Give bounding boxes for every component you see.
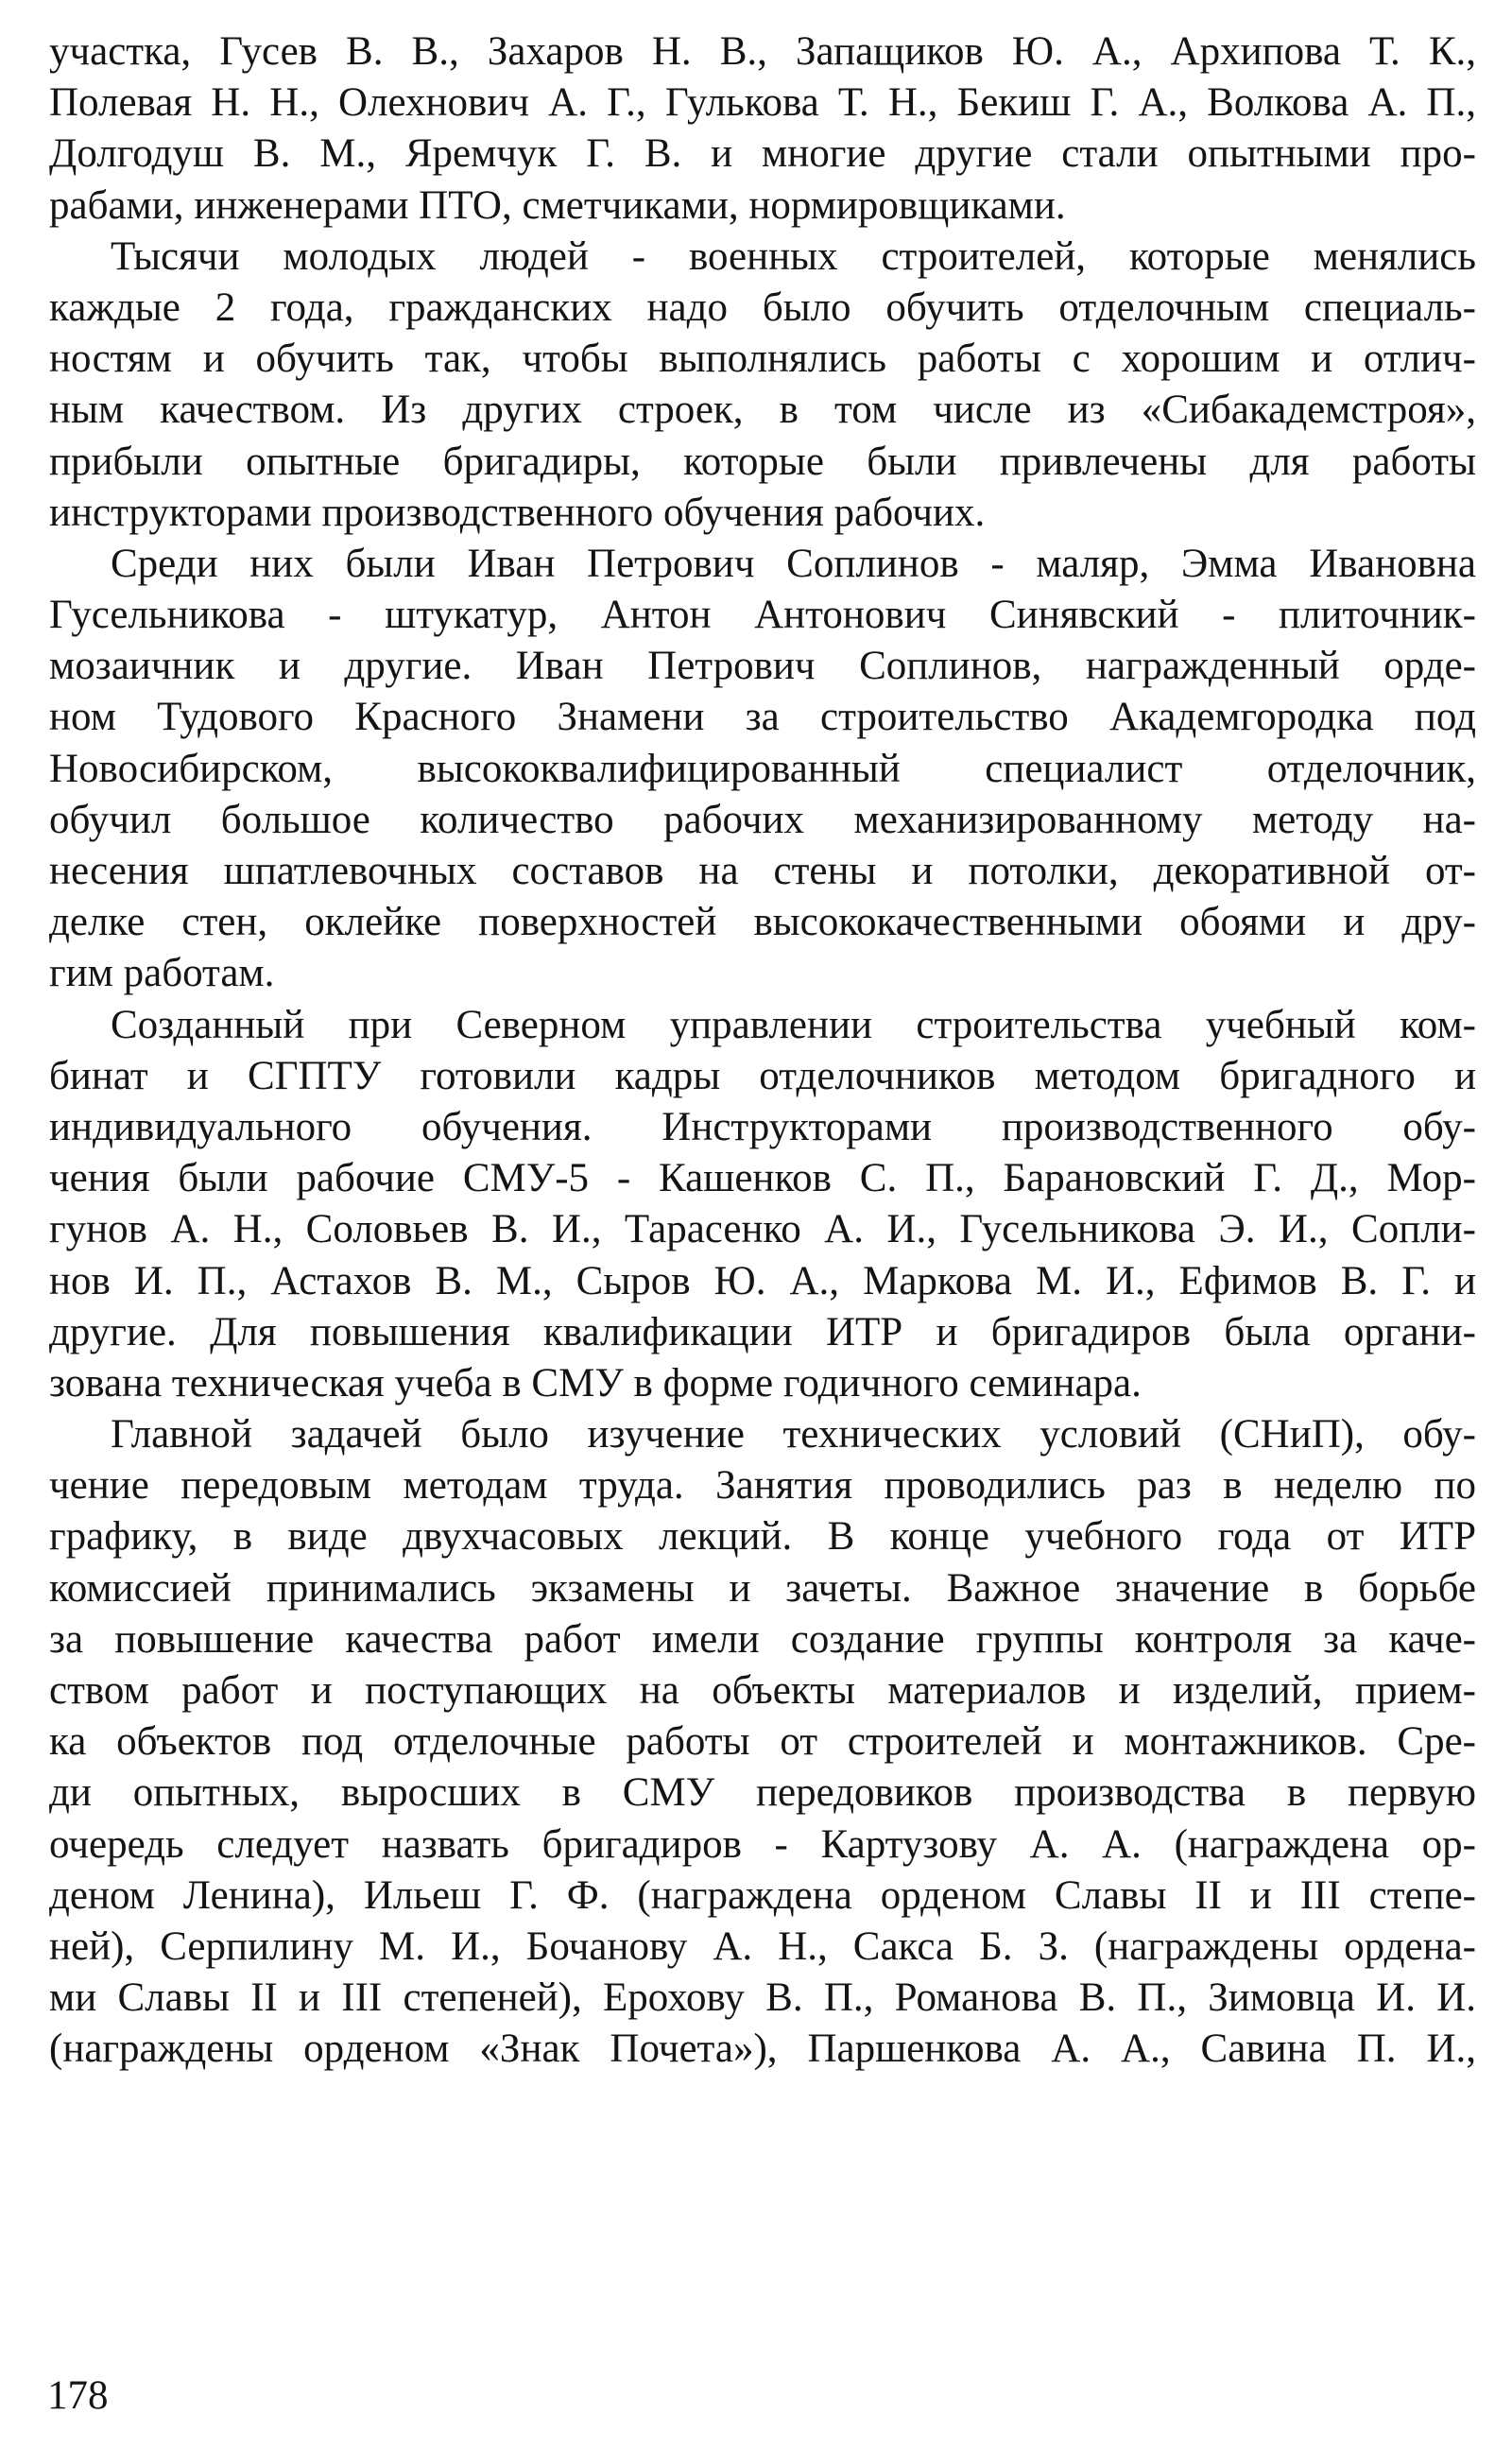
text-line: Главной задачей было изучение технических условий (СНиП), обу- — [111, 1412, 1476, 1457]
text-line: нов И. П., Астахов В. М., Сыров Ю. А., Маркова М. И., Ефимов В. Г. и — [49, 1258, 1476, 1303]
text-line: деном Ленина), Ильеш Г. Ф. (награждена орденом Славы II и III степе- — [49, 1872, 1476, 1918]
text-line: чения были рабочие СМУ-5 - Кашенков С. П., Барановский Г. Д., Мор- — [49, 1156, 1476, 1201]
text-line: обучил большое количество рабочих механизированному методу на- — [49, 797, 1476, 842]
text-line: комиссией принимались экзамены и зачеты. Важное значение в борьбе — [49, 1565, 1476, 1611]
text-line: Тысячи молодых людей - военных строителей, которые менялись — [111, 233, 1476, 279]
text-line: (награждены орденом «Знак Почета»), Паршенкова А. А., Савина П. И., — [49, 2026, 1476, 2072]
text-line: прибыли опытные бригадиры, которые были привлечены для работы — [49, 439, 1476, 484]
page-number: 178 — [47, 2373, 109, 2418]
text-line: ней), Серпилину М. И., Бочанову А. Н., Сакса Б. З. (награждены ордена- — [49, 1923, 1476, 1969]
text-line: ным качеством. Из других строек, в том числе из «Сибакадемстроя», — [49, 388, 1476, 433]
text-line: индивидуального обучения. Инструкторами производственного обу- — [49, 1104, 1476, 1149]
text-line: мозаичник и другие. Иван Петрович Соплинов, награжденный орде- — [49, 644, 1476, 689]
text-line: инструкторами производственного обучения рабочих. — [49, 490, 986, 535]
text-line: Гусельникова - штукатур, Антон Антонович Синявский - плиточник- — [49, 593, 1476, 638]
text-line: Полевая Н. Н., Олехнович А. Г., Гулькова Т. Н., Бекиш Г. А., Волкова А. П., — [49, 80, 1476, 126]
page-body-text — [49, 26, 1476, 2076]
text-line: Среди них были Иван Петрович Соплинов - маляр, Эмма Ивановна — [111, 541, 1476, 586]
text-line: ностям и обучить так, чтобы выполнялись работы с хорошим и отлич- — [49, 336, 1476, 382]
text-line: графику, в виде двухчасовых лекций. В конце учебного года от ИТР — [49, 1514, 1476, 1560]
text-line: каждые 2 года, гражданских надо было обучить отделочным специаль- — [49, 285, 1476, 330]
text-line: Созданный при Северном управлении строительства учебный ком- — [111, 1002, 1476, 1047]
text-line: чение передовым методам труда. Занятия проводились раз в неделю по — [49, 1463, 1476, 1509]
text-line: очередь следует назвать бригадиров - Картузову А. А. (награждена ор- — [49, 1821, 1476, 1867]
text-line: ди опытных, выросших в СМУ передовиков производства в первую — [49, 1770, 1476, 1816]
text-line: участка, Гусев В. В., Захаров Н. В., Запащиков Ю. А., Архипова Т. К., — [49, 29, 1476, 74]
text-line: ми Славы II и III степеней), Ерохову В. П., Романова В. П., Зимовца И. И. — [49, 1975, 1476, 2021]
text-line: гим работам. — [49, 951, 275, 996]
text-line: рабами, инженерами ПТО, сметчиками, нормировщиками. — [49, 182, 1066, 228]
text-line: другие. Для повышения квалификации ИТР и бригадиров была органи- — [49, 1309, 1476, 1354]
text-line: бинат и СГПТУ готовили кадры отделочников методом бригадного и — [49, 1053, 1476, 1098]
text-line: делке стен, оклейке поверхностей высококачественными обоями и дру- — [49, 900, 1476, 945]
text-line: ном Тудового Красного Знамени за строительство Академгородка под — [49, 695, 1476, 740]
text-line: зована техническая учеба в СМУ в форме годичного семинара. — [49, 1360, 1142, 1406]
text-line: Новосибирском, высококвалифицированный специалист отделочник, — [49, 746, 1476, 791]
text-line: гунов А. Н., Соловьев В. И., Тарасенко А. И., Гусельникова Э. И., Сопли- — [49, 1207, 1476, 1252]
text-line: ка объектов под отделочные работы от строителей и монтажников. Сре- — [49, 1719, 1476, 1765]
text-line: несения шпатлевочных составов на стены и потолки, декоративной от- — [49, 849, 1476, 893]
text-line: за повышение качества работ имели создание группы контроля за каче- — [49, 1616, 1476, 1662]
text-line: Долгодуш В. М., Яремчук Г. В. и многие другие стали опытными про- — [49, 131, 1476, 177]
text-line: ством работ и поступающих на объекты материалов и изделий, прием- — [49, 1668, 1476, 1713]
